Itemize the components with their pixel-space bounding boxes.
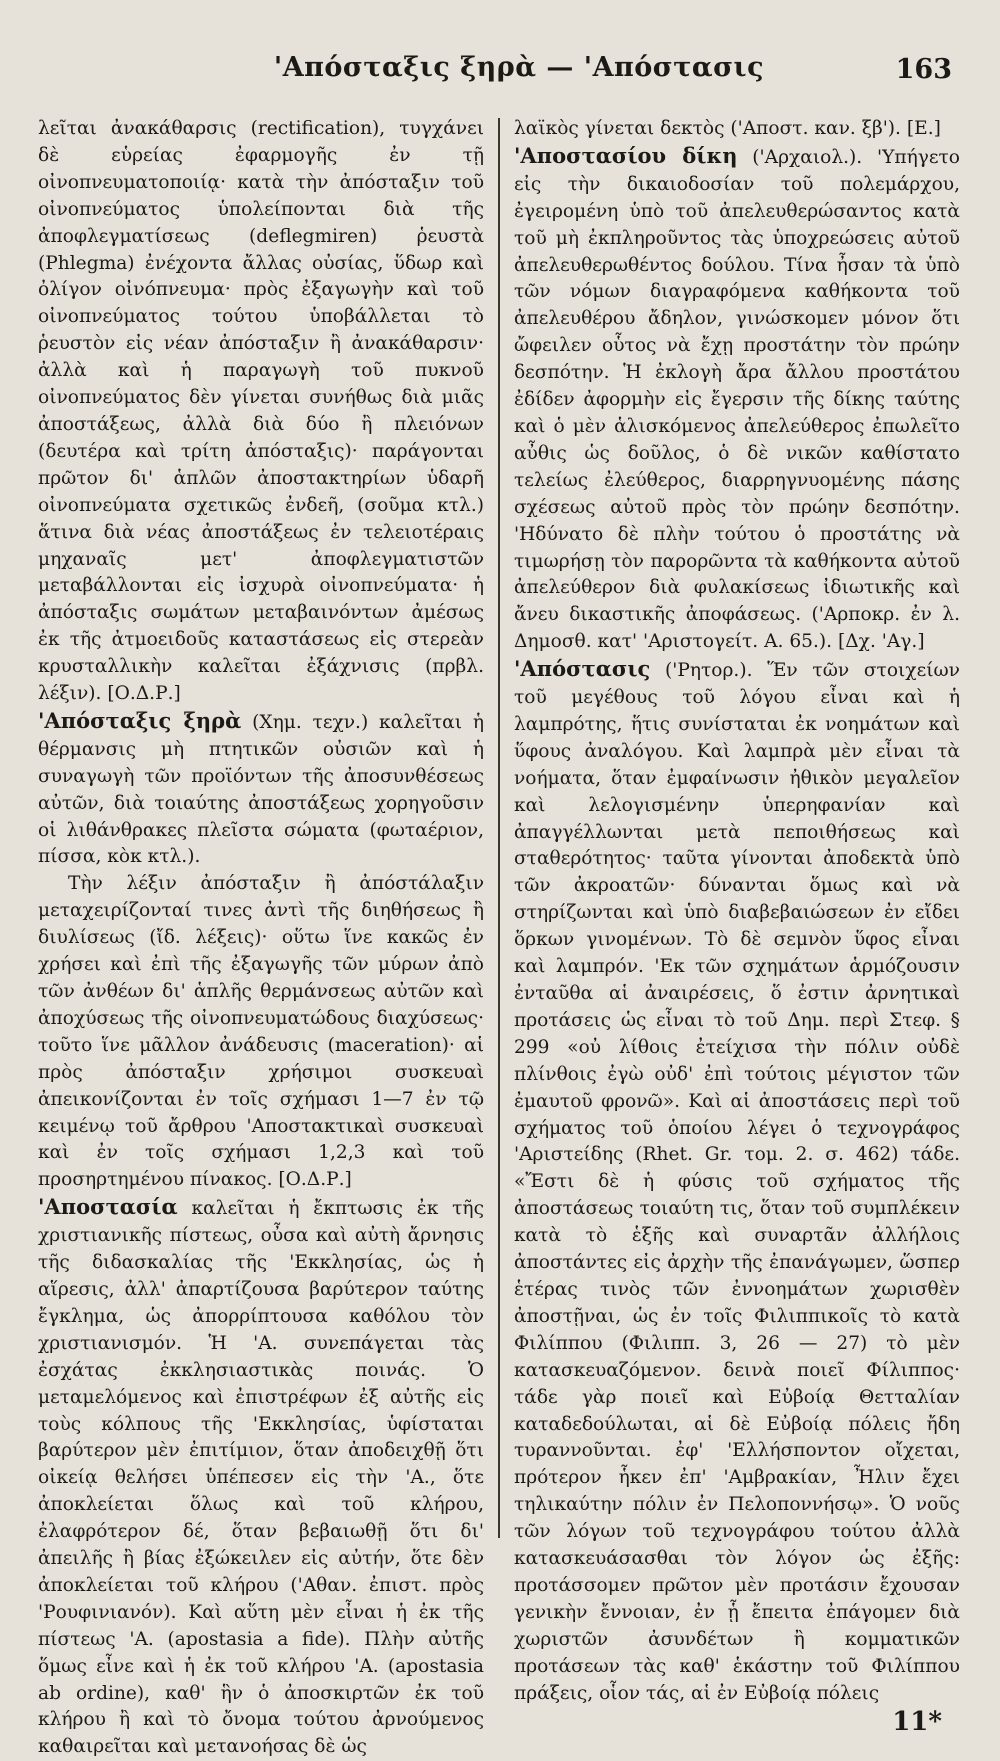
text-columns bbox=[38, 116, 960, 1761]
dictionary-entry bbox=[514, 656, 960, 1707]
entry-headword: 'Απόστασις bbox=[513, 656, 651, 682]
column-divider bbox=[498, 118, 500, 1538]
paragraph: Τὴν λέξιν ἀπόσταξιν ἢ ἀπόστάλαξιν μεταχειρίζονταί τινες ἀντὶ τῆς διηθήσεως ἢ διυλίσεως (ἴδ. λέξεις)· οὕτω ἵνε κακῶς ἐν χρήσει καὶ ἐπὶ τῆς ἐξαγωγῆς τῶν μύρων ἀπὸ τῶν ἀνθέων δι' ἁπλῆς θερμάνσεως αὐτῶν καὶ ἀποχύσεως τῆς οἰνοπνευματώδους διαχύσεως· τοῦτο ἵνε μᾶλλον ἀνάδευσις (maceration)· αἱ πρὸς ἀπόσταξιν χρήσιμοι συσκευαὶ ἀπεικονίζονται ἐν τοῖς σχήμασι 1—7 ἐν τῷ κειμένῳ τοῦ ἄρθρου 'Αποστακτικαὶ συσκευαὶ καὶ ἐν τοῖς σχήμασι 1,2,3 καὶ τοῦ προσηρτημένου πίνακος. [Ο.Δ.Ρ.] bbox=[38, 873, 484, 1191]
left-column bbox=[38, 116, 484, 1761]
entry-field: ('Αρχαιολ.). bbox=[752, 146, 863, 168]
entry-body: καλεῖται ἡ ἔκπτωσις ἐκ τῆς χριστιανικῆς πίστεως, οὖσα καὶ αὐτὴ ἄρνησις τῆς διδασκαλίας τῆς 'Εκκλησίας, ὡς ἡ αἵρεσις, ἀλλ' ἀπαρτίζουσα βαρύτερον ταύτης ἔγκλημα, ὡς ἀπορρίπτουσα καθόλου τὸν χριστιανισμόν. Ἡ 'Α. συνεπάγεται τὰς ἐσχάτας ἐκκλησιαστικὰς ποινάς. Ὁ μεταμελόμενος καὶ ἐπιστρέφων ἐξ αὐτῆς εἰς τοὺς κόλπους τῆς 'Εκκλησίας, ὑφίσταται βαρύτερον μὲν ἐπιτίμιον, ὅταν ἀποδειχθῇ ὅτι οἰκείᾳ θελήσει ὑπέπεσεν εἰς τὴν 'Α., ὅτε ἀποκλείεται ὅλως καὶ τοῦ κλήρου, ἐλαφρότερον δέ, ὅταν βεβαιωθῇ ὅτι δι' ἀπειλῆς ἢ βίας ἐξώκειλεν εἰς αὐτήν, ὅτε δὲν ἀποκλείεται τοῦ κλήρου ('Αθαν. ἐπιστ. πρὸς 'Ρουφινιανόν). Καὶ αὕτη μὲν εἶναι ἡ ἐκ τῆς πίστεως 'Α. (apostasia a fide). Πλὴν αὐτῆς ὅμως εἶνε καὶ ἡ ἐκ τοῦ κλήρου 'Α. (apostasia ab ordine), καθ' ἣν ὁ ἀποσκιρτῶν ἐκ τοῦ κλήρου ἢ καὶ τὸ ὄνομα τούτου ἀρνούμενος καθαιρεῖται καὶ μετανοήσας δὲ ὡς bbox=[38, 1198, 484, 1758]
entry-headword: 'Αποστασία bbox=[38, 1194, 178, 1220]
entry-headword: 'Απόσταξις ξηρὰ bbox=[38, 707, 242, 733]
page-number: 163 bbox=[895, 54, 952, 85]
dictionary-entry bbox=[38, 708, 484, 871]
paragraph: λεῖται ἀνακάθαρσις (rectification), τυγχάνει δὲ εὑρείας ἐφαρμογῆς ἐν τῇ οἰνοπνευματοποιίᾳ· κατὰ τὴν ἀπόσταξιν τοῦ οἰνοπνεύματος ὑπολείπονται διὰ τῆς ἀποφλεγματίσεως (deflegmiren) ῥευστὰ (Phlegma) ἐνέχοντα ἄλλας οὐσίας, ὕδωρ καὶ ὀλίγον οἰνόπνευμα· πρὸς ἐξαγωγὴν καὶ τοῦ οἰνοπνεύματος τούτου ὑποβάλλεται τὸ ῥευστὸν εἰς νέαν ἀπόσταξιν ἢ ἀνακάθαρσιν· ἀλλὰ καὶ ἡ παραγωγὴ τοῦ πυκνοῦ οἰνοπνεύματος δὲν γίνεται συνήθως διὰ μιᾶς ἀποστάξεως, ἀλλὰ διὰ δύο ἢ πλειόνων (δευτέρα καὶ τρίτη ἀπόσταξις)· παράγονται πρῶτον δι' ἁπλῶν ἀποστακτηρίων ὑδαρῆ οἰνοπνεύματα σχετικῶς ἐνδεῆ, (σοῦμα κτλ.) ἅτινα διὰ νέας ἀποστάξεως ἐν τελειοτέραις μηχαναῖς μετ' ἀποφλεγματιστῶν μεταβάλλονται εἰς ἰσχυρὰ οἰνοπνεύματα· ἡ ἀπόσταξις σωμάτων μεταβαινόντων ἀμέσως ἐκ τῆς ἀτμοειδοῦς καταστάσεως εἰς στερεὰν κρυσταλλικὴν καλεῖται ἐξάχνισις (πρβλ. λέξιν). [Ο.Δ.Ρ.] bbox=[38, 118, 484, 705]
paragraph: λαϊκὸς γίνεται δεκτὸς ('Αποστ. καν. ξβ'). [Ε.] bbox=[513, 118, 941, 139]
entry-body: καλεῖται ἡ θέρμανσις μὴ πτητικῶν οὐσιῶν καὶ ἡ συναγωγὴ τῶν προϊόντων τῆς ἀποσυνθέσεως αὐτῶν, διὰ τοιαύτης ἀποστάξεως χορηγοῦσιν οἱ λιθάνθρακες πλεῖστα σώματα (φωταέριον, πίσσα, κὸκ κτλ.). bbox=[38, 711, 484, 868]
dictionary-entry bbox=[514, 143, 960, 656]
right-column bbox=[514, 116, 960, 1761]
entry-field: ('Ρητορ.). bbox=[664, 660, 753, 682]
dictionary-entry bbox=[38, 1194, 484, 1761]
signature-mark: 11* bbox=[892, 1707, 942, 1738]
entry-field: (Χημ. τεχν.) bbox=[252, 711, 369, 733]
entry-body: Ἕν τῶν στοιχείων τοῦ μεγέθους τοῦ λόγου εἶναι καὶ ἡ λαμπρότης, ἥτις συνίσταται ἐκ νοημάτων καὶ ὕφους ἀναλόγου. Καὶ λαμπρὰ μὲν εἶναι τὰ νοήματα, ὅταν ἐμφαίνωσιν ἠθικὸν μεγαλεῖον καὶ λελογισμένην ὑπερηφανίαν καὶ ἀπαγγέλλωνται μετὰ πεποιθήσεως καὶ σταθερότητος· ταῦτα γίνονται ἀποδεκτὰ ὑπὸ τῶν ἀκροατῶν· δύνανται ὅμως καὶ νὰ στηρίζωνται καὶ ὑπὸ διαβεβαιώσεων ἐν εἴδει ὅρκων γινομένων. Τὸ δὲ σεμνὸν ὕφος εἶναι καὶ λαμπρόν. 'Εκ τῶν σχημάτων ἁρμόζουσιν ἐνταῦθα αἱ ἀναιρέσεις, ὅ ἐστιν ἀρνητικαὶ προτάσεις ὡς εἶναι τὸ τοῦ Δημ. περὶ Στεφ. § 299 «οὐ λίθοις ἐτείχισα τὴν πόλιν οὐδὲ πλίνθοις ἐγὼ οὐδ' ἐπὶ τούτοις μέγιστον τῶν ἐμαυτοῦ φρονῶ». Καὶ αἱ ἀποστάσεις περὶ τοῦ σχήματος τοῦ ὁποίου λέγει ὁ τεχνογράφος 'Αριστείδης (Rhet. Gr. τομ. 2. σ. 462) τάδε. «Ἔστι δὲ ἡ φύσις τοῦ σχήματος τῆς ἀποστάσεως τοιαύτη τις, ὅταν τοῦ συμπλέκειν κατὰ τὸ ἑξῆς καὶ συναρτᾶν ἀλλήλοις ἀποστάντες εἰς ἀρχὴν τῆς ἐπανάγωμεν, ὥσπερ ἑτέρας τινὸς τῶν ἐννοημάτων χωρισθὲν ἀποστῇναι, ὡς ἐν τοῖς Φιλιππικοῖς τὸ κατὰ Φιλίππου (Φιλιππ. 3, 26 — 27) τὸ μὲν κατασκευαζόμενον. δεινὰ ποιεῖ Φίλιππος· τάδε γὰρ ποιεῖ καὶ Εὐβοίᾳ Θετταλίαν καταδεδούλωται, αἱ δὲ Εὐβοίᾳ πόλεις ἤδη τυραννοῦνται. ἐφ' 'Ελλήσποντον οἴχεται, πρότερον ἧκεν ἐπ' 'Αμβρακίαν, Ἦλιν ἔχει τηλικαύτην πόλιν ἐν Πελοποννήσῳ». Ὁ νοῦς τῶν λόγων τοῦ τεχνογράφου τούτου ἀλλὰ κατασκευάσασθαι τὸν λόγον ὡς ἐξῆς: προτάσσομεν πρῶτον μὲν προτάσιν ἔχουσαν γενικὴν ἔννοιαν, ἐν ᾗ ἔπειτα ἐπάγομεν διὰ χωριστῶν ἀσυνδέτων ἢ κομματικῶν προτάσεων τὰς καθ' ἑκάστην τοῦ Φιλίππου πράξεις, οἷον τάς, αἱ ἐν Εὐβοίᾳ πόλεις bbox=[513, 660, 960, 1704]
page-header bbox=[38, 52, 960, 96]
entry-body: 'Υπήγετο εἰς τὴν δικαιοδοσίαν τοῦ πολεμάρχου, ἐγειρομένη ὑπὸ τοῦ ἀπελευθερώσαντος κατὰ τοῦ μὴ ἐκπληροῦντος τὰς ὑποχρεώσεις αὐτοῦ ἀπελευθερωθέντος δούλου. Τίνα ἦσαν τὰ ὑπὸ τῶν νόμων διαγραφόμενα καθήκοντα τοῦ ἀπελευθέρου ἄδηλον, γινώσκομεν μόνον ὅτι ὤφειλεν οὗτος νὰ ἔχῃ προστάτην τὸν πρώην δεσπότην. Ἡ ἐκλογὴ ἄρα ἄλλου προστάτου ἐδίδεν ἀφορμὴν εἰς ἔγερσιν τῆς δίκης ταύτης καὶ ὁ μὲν ἁλισκόμενος ἀπελεύθερος ἐπωλεῖτο αὖθις ὡς δοῦλος, ὁ δὲ νικῶν καθίστατο τελείως ἐλεύθερος, διαρρηγνυομένης πάσης σχέσεως αὐτοῦ πρὸς τὸν πρώην δεσπότην. 'Ηδύνατο δὲ πλὴν τούτου ὁ προστάτης νὰ τιμωρήσῃ τὸν παρορῶντα τὰ καθήκοντα αὐτοῦ ἀπελεύθερον διὰ φυλακίσεως ἰδιωτικῆς καὶ ἄνευ δικαστικῆς ἀποφάσεως. ('Αρποκρ. ἐν λ. Δημοσθ. κατ' 'Αριστογείτ. Α. 65.). [Δχ. 'Αγ.] bbox=[513, 146, 960, 653]
running-title: 'Απόσταξις ξηρὰ — 'Απόστασις bbox=[273, 52, 765, 83]
entry-headword: 'Αποστασίου δίκη bbox=[513, 142, 738, 168]
